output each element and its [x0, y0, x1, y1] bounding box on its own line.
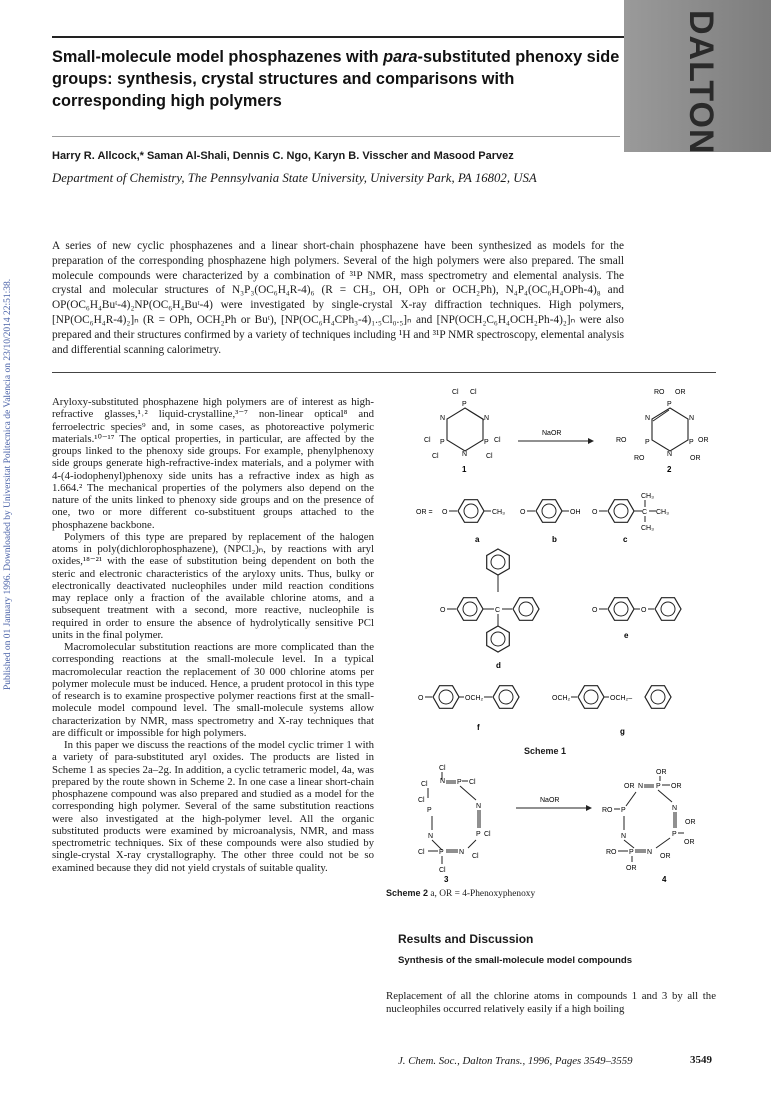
svg-text:OCH₂–: OCH₂– [610, 695, 633, 702]
svg-text:OR: OR [675, 389, 686, 396]
compound-label-1: 1 [462, 465, 467, 474]
svg-text:Cl: Cl [421, 781, 428, 788]
svg-text:N: N [440, 778, 446, 785]
svg-text:C: C [642, 509, 648, 516]
svg-text:N: N [638, 783, 644, 790]
svg-text:Cl: Cl [418, 797, 425, 804]
svg-text:Cl: Cl [469, 779, 476, 786]
svg-text:RO: RO [602, 807, 613, 814]
top-rule [52, 36, 624, 38]
body-paragraph: Macromolecular substitution reactions are more complicated than the corresponding reactions at the small-molecule level. In a typical macromolecular reaction the replacement of 30 000 chlorine atoms per polymer molecule must be induced. Hence, a prudent protocol in this type of research is to examine prospective polymer reactions first at the small-molecule model compound level. The small-molecule systems allow characterization by NMR, mass spectrometry and X-ray techniques that are difficult or impossible for high polymers. [52, 641, 374, 739]
svg-text:P: P [427, 807, 432, 814]
svg-text:N: N [462, 451, 468, 458]
substituent-row-fg [418, 686, 671, 736]
svg-text:c: c [623, 535, 628, 544]
abstract-rule [52, 372, 716, 373]
reagent-label-2: NaOR [540, 797, 560, 804]
svg-text:P: P [629, 849, 634, 856]
svg-text:OR: OR [690, 455, 701, 462]
reaction-arrow-2 [516, 797, 592, 811]
svg-text:OR: OR [660, 853, 671, 860]
svg-text:O: O [442, 509, 448, 516]
svg-text:RO: RO [616, 437, 627, 444]
svg-text:O: O [592, 607, 598, 614]
svg-text:P: P [672, 831, 677, 838]
title-italic: para [383, 48, 418, 66]
svg-text:CH₃: CH₃ [492, 509, 505, 516]
svg-text:OH: OH [570, 509, 581, 516]
svg-text:O: O [418, 695, 424, 702]
svg-text:P: P [667, 401, 672, 408]
title-part-2: -substituted phenoxy side groups: synthesis, crystal structures and comparisons with corresponding high polymers [52, 48, 620, 110]
svg-text:P: P [476, 831, 481, 838]
body-paragraph: Polymers of this type are prepared by replacement of the halogen atoms in poly(dichlorophosphazene), (NPCl₂)ₙ, by reactions with aryl oxides,¹⁸⁻²¹ with the ease of substitution being dependent on both the steric and electronic characteristics of the aryloxy units. Thus, bulky or electronically deactivated nucleophiles under mild reaction conditions may replace only a fraction of the available chlorine atoms, and a subsequent treatment with a second, more reactive, nucleophile is required in order to ensure the absence of hydrolytically sensitive PCl units in the final polymer. [52, 530, 374, 641]
subsection-heading: Synthesis of the small-molecule model compounds [398, 955, 633, 966]
svg-text:RO: RO [634, 455, 645, 462]
svg-text:CH₃: CH₃ [656, 509, 669, 516]
svg-text:N: N [459, 849, 465, 856]
svg-text:OR: OR [685, 819, 696, 826]
svg-text:P: P [621, 807, 626, 814]
svg-text:e: e [624, 631, 629, 640]
download-notice[interactable]: Published on 01 January 1996. Downloaded by Universitat Politecnica de Valencia on 23/10/2014 22:51:38. [3, 278, 13, 690]
svg-text:P: P [484, 439, 489, 446]
svg-text:N: N [647, 849, 653, 856]
section-heading: Results and Discussion [398, 932, 534, 946]
journal-section-tab [624, 0, 771, 155]
svg-text:f: f [477, 723, 480, 732]
svg-text:b: b [552, 535, 557, 544]
page-number: 3549 [690, 1054, 712, 1066]
affiliation: Department of Chemistry, The Pennsylvania State University, University Park, PA 16802, USA [52, 171, 537, 185]
body-paragraph: In this paper we discuss the reactions of the model cyclic trimer 1 with a variety of para-substituted aryl oxides. The products are listed in Scheme 1 as species 2a–2g. In addition, a cyclic tetrameric model, 4a, was prepared by the route shown in Scheme 2. In one case a linear short-chain phosphazene compound was also prepared and studied as a model for the corresponding high polymer. Several of the same substitution reactions were also investigated at the high-polymer level. All the organic substituted products were examined by microanalysis, NMR, and mass spectrometric techniques. Six of these compounds were also studied by single-crystal X-ray crystallography. The other three could not be so examined because they did not yield crystals of suitable quality. [52, 739, 374, 874]
svg-text:P: P [462, 401, 467, 408]
svg-text:Cl: Cl [470, 389, 477, 396]
compound-3-structure [418, 765, 491, 884]
svg-text:P: P [645, 439, 650, 446]
svg-text:OR =: OR = [416, 509, 433, 516]
reaction-arrow-1 [518, 430, 594, 444]
svg-text:Cl: Cl [439, 765, 446, 772]
chemical-schemes [380, 388, 725, 888]
compound-label-3: 3 [444, 875, 449, 884]
svg-text:P: P [439, 849, 444, 856]
substituent-row-de [440, 549, 681, 670]
svg-text:P: P [457, 779, 462, 786]
scheme-1-caption: Scheme 1 [524, 746, 567, 756]
abstract: A series of new cyclic phosphazenes and a linear short-chain phosphazene have been synthesized as models for the preparation of the corresponding phosphazene high polymers. Several of the high polymers were also prepared. The small molecule compounds were characterized by a combination of ³¹P NMR, mass spectrometry and elemental analysis. The crystal and molecular structures of N₃P₃(OC₆H₄R-4)₆ (R = CH₃, OH, OPh or OCH₂Ph), N₄P₄(OC₆H₄OPh-4)₈ and OP(OC₆H₄Buᵗ-4)₂NP(OC₆H₄Buᵗ-4) were investigated by single-crystal X-ray diffraction techniques. High polymers, [NP(OC₆H₄R-4)₂]ₙ (R = OPh, OCH₂Ph or Buᵗ), [NP(OC₆H₄CPh₃-4)₁.₅Cl₀.₅]ₙ and [NP(OCH₂C₆H₄OCH₂Ph-4)₂]ₙ were also prepared and their structures confirmed by a variety of techniques including ¹H and ³¹P NMR spectroscopy, elemental analysis and differential scanning calorimetry. [52, 240, 624, 356]
svg-text:O: O [520, 509, 526, 516]
scheme-2-caption-label: Scheme 2 [386, 888, 429, 898]
svg-text:C: C [495, 607, 501, 614]
compound-label-2: 2 [667, 465, 672, 474]
svg-text:Cl: Cl [494, 437, 501, 444]
svg-text:OR: OR [656, 769, 667, 776]
svg-text:OCH₂: OCH₂ [465, 695, 484, 702]
scheme-2-caption [386, 888, 535, 899]
compound-4-structure [602, 769, 696, 884]
svg-text:Cl: Cl [484, 831, 491, 838]
svg-text:OCH₂: OCH₂ [552, 695, 571, 702]
svg-text:Cl: Cl [439, 867, 446, 874]
svg-text:N: N [667, 451, 673, 458]
compound-label-4: 4 [662, 875, 667, 884]
svg-text:N: N [672, 805, 678, 812]
compound-2-structure [616, 389, 709, 474]
body-left-column [52, 396, 374, 874]
svg-text:Cl: Cl [418, 849, 425, 856]
compound-1-structure [424, 389, 501, 474]
svg-text:O: O [440, 607, 446, 614]
svg-text:OR: OR [671, 783, 682, 790]
svg-text:OR: OR [624, 783, 635, 790]
svg-text:N: N [689, 415, 695, 422]
title-rule [52, 136, 620, 137]
svg-text:N: N [440, 415, 446, 422]
svg-text:Cl: Cl [486, 453, 493, 460]
svg-text:N: N [645, 415, 651, 422]
svg-text:N: N [428, 833, 434, 840]
svg-text:CH₃: CH₃ [641, 493, 654, 500]
svg-text:Cl: Cl [424, 437, 431, 444]
svg-text:N: N [476, 803, 482, 810]
svg-text:Cl: Cl [452, 389, 459, 396]
reagent-label: NaOR [542, 430, 562, 437]
scheme-2-caption-text: a, OR = 4-Phenoxyphenoxy [428, 889, 536, 899]
body-paragraph: Aryloxy-substituted phosphazene high polymers are of interest as high-refractive glasses,¹˒² liquid-crystalline,³⁻⁷ non-linear optical⁸ and ferroelectric species⁹ and, in some cases, as photoreactive polymeric materials.¹⁰⁻¹⁷ The optical properties, in particular, are affected by the groups linked to the phenoxy side groups. For example, phenylphenoxy side groups generate high-refractive-index materials, and a polymer with 4-(4-iodophenyl)phenoxy side units has a refractive index as high as 1.664.² The mechanical properties of the polymers also depend on the nature of the units linked to phenoxy side groups and on the presence of one, two or more different co-substituent groups attached to the phosphazene backbone. [52, 396, 374, 531]
svg-text:OR: OR [684, 839, 695, 846]
journal-citation: J. Chem. Soc., Dalton Trans., 1996, Pages 3549–3559 [398, 1055, 633, 1067]
body-right-column: Replacement of all the chlorine atoms in compounds 1 and 3 by all the nucleophiles occurred relatively easily if a high boiling [386, 990, 716, 1015]
svg-text:N: N [621, 833, 627, 840]
svg-text:O: O [641, 607, 647, 614]
svg-text:O: O [592, 509, 598, 516]
svg-text:P: P [656, 783, 661, 790]
svg-text:a: a [475, 535, 480, 544]
svg-text:P: P [440, 439, 445, 446]
svg-text:P: P [689, 439, 694, 446]
title-part-1: Small-molecule model phosphazenes with [52, 48, 384, 66]
svg-text:OR: OR [698, 437, 709, 444]
svg-text:Cl: Cl [472, 853, 479, 860]
svg-text:d: d [496, 661, 501, 670]
svg-text:OR: OR [626, 865, 637, 872]
svg-text:N: N [484, 415, 490, 422]
svg-text:RO: RO [654, 389, 665, 396]
svg-text:CH₃: CH₃ [641, 525, 654, 532]
svg-text:g: g [620, 727, 625, 736]
svg-text:Cl: Cl [432, 453, 439, 460]
author-list: Harry R. Allcock,* Saman Al-Shali, Dennis C. Ngo, Karyn B. Visscher and Masood Parvez [52, 150, 514, 162]
substituent-row-abc [416, 493, 669, 544]
svg-text:RO: RO [606, 849, 617, 856]
journal-section-label: DALTON [682, 10, 720, 155]
article-title [52, 46, 627, 112]
